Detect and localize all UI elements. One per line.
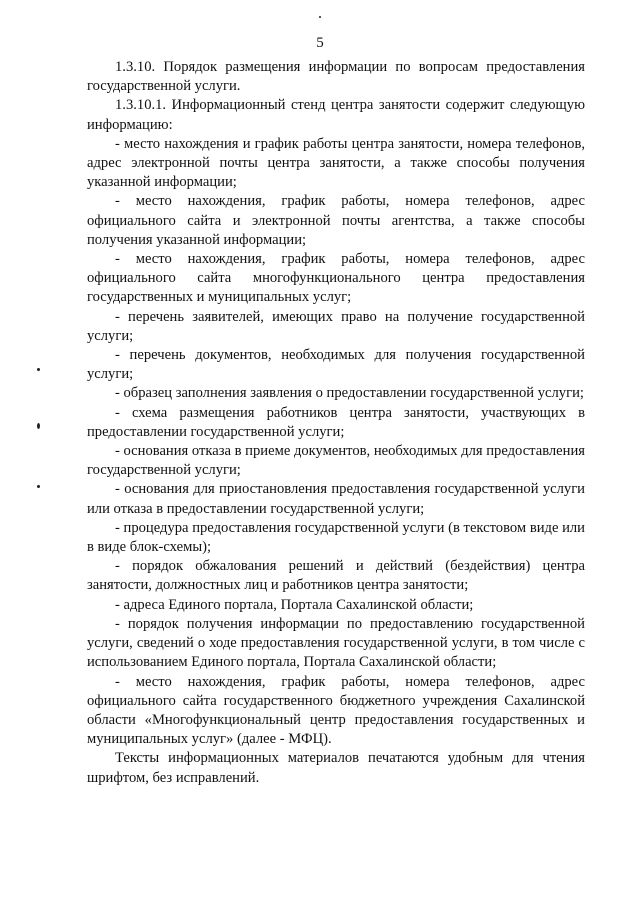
- list-item: - место нахождения, график работы, номера телефонов, адрес официального сайта и электронной почты агентства, а также способы получения указанной информации;: [87, 193, 585, 248]
- scan-speck: [319, 16, 321, 18]
- list-item: - процедура предоставления государственной услуги (в текстовом виде или в виде блок-схемы);: [87, 519, 585, 556]
- list-item: - образец заполнения заявления о предоставлении государственной услуги;: [115, 385, 584, 402]
- paragraph-closing: Тексты информационных материалов печатаются удобным для чтения шрифтом, без исправлений.: [87, 750, 585, 786]
- list-item: - порядок получения информации по предоставлению государственной услуги, сведений о ходе предоставления государственной услуги, в том числе с использованием Единого портала, Портала Сахалинской области;: [87, 615, 585, 671]
- paragraph-intro: 1.3.10.1. Информационный стенд центра занятости содержит следующую информацию:: [87, 97, 585, 133]
- list-item: - основания отказа в приеме документов, необходимых для предоставления государственной услуги;: [87, 443, 585, 479]
- scan-speck: [37, 368, 40, 371]
- scan-speck: [37, 423, 40, 429]
- list-item: - порядок обжалования решений и действий (бездействия) центра занятости, должностных лиц и работников центра занятости;: [87, 558, 585, 594]
- list-item: - место нахождения, график работы, номера телефонов, адрес официального сайта государственного бюджетного учреждения Сахалинской области «Многофункциональный центр предоставления государственных и муниципальных услуг» (далее - МФЦ).: [87, 673, 585, 748]
- list-item: - адреса Единого портала, Портала Сахалинской области;: [115, 596, 474, 613]
- list-item: - перечень заявителей, имеющих право на получение государственной услуги;: [87, 308, 585, 344]
- list-item: - основания для приостановления предоставления государственной услуги или отказа в предоставлении государственной услуги;: [87, 481, 585, 517]
- document-body: [87, 58, 585, 788]
- list-item: - схема размещения работников центра занятости, участвующих в предоставлении государственной услуги;: [87, 404, 585, 440]
- list-item: - перечень документов, необходимых для получения государственной услуги;: [87, 347, 585, 383]
- list-item: - место нахождения, график работы, номера телефонов, адрес официального сайта многофункционального центра предоставления государственных и муниципальных услуг;: [87, 251, 585, 306]
- list-item: - место нахождения и график работы центра занятости, номера телефонов, адрес электронной почты центра занятости, а также способы получения указанной информации;: [87, 135, 585, 191]
- scan-speck: [37, 485, 40, 488]
- paragraph-section-heading: 1.3.10. Порядок размещения информации по вопросам предоставления государственной услуги.: [87, 59, 585, 95]
- page-number: 5: [316, 35, 324, 51]
